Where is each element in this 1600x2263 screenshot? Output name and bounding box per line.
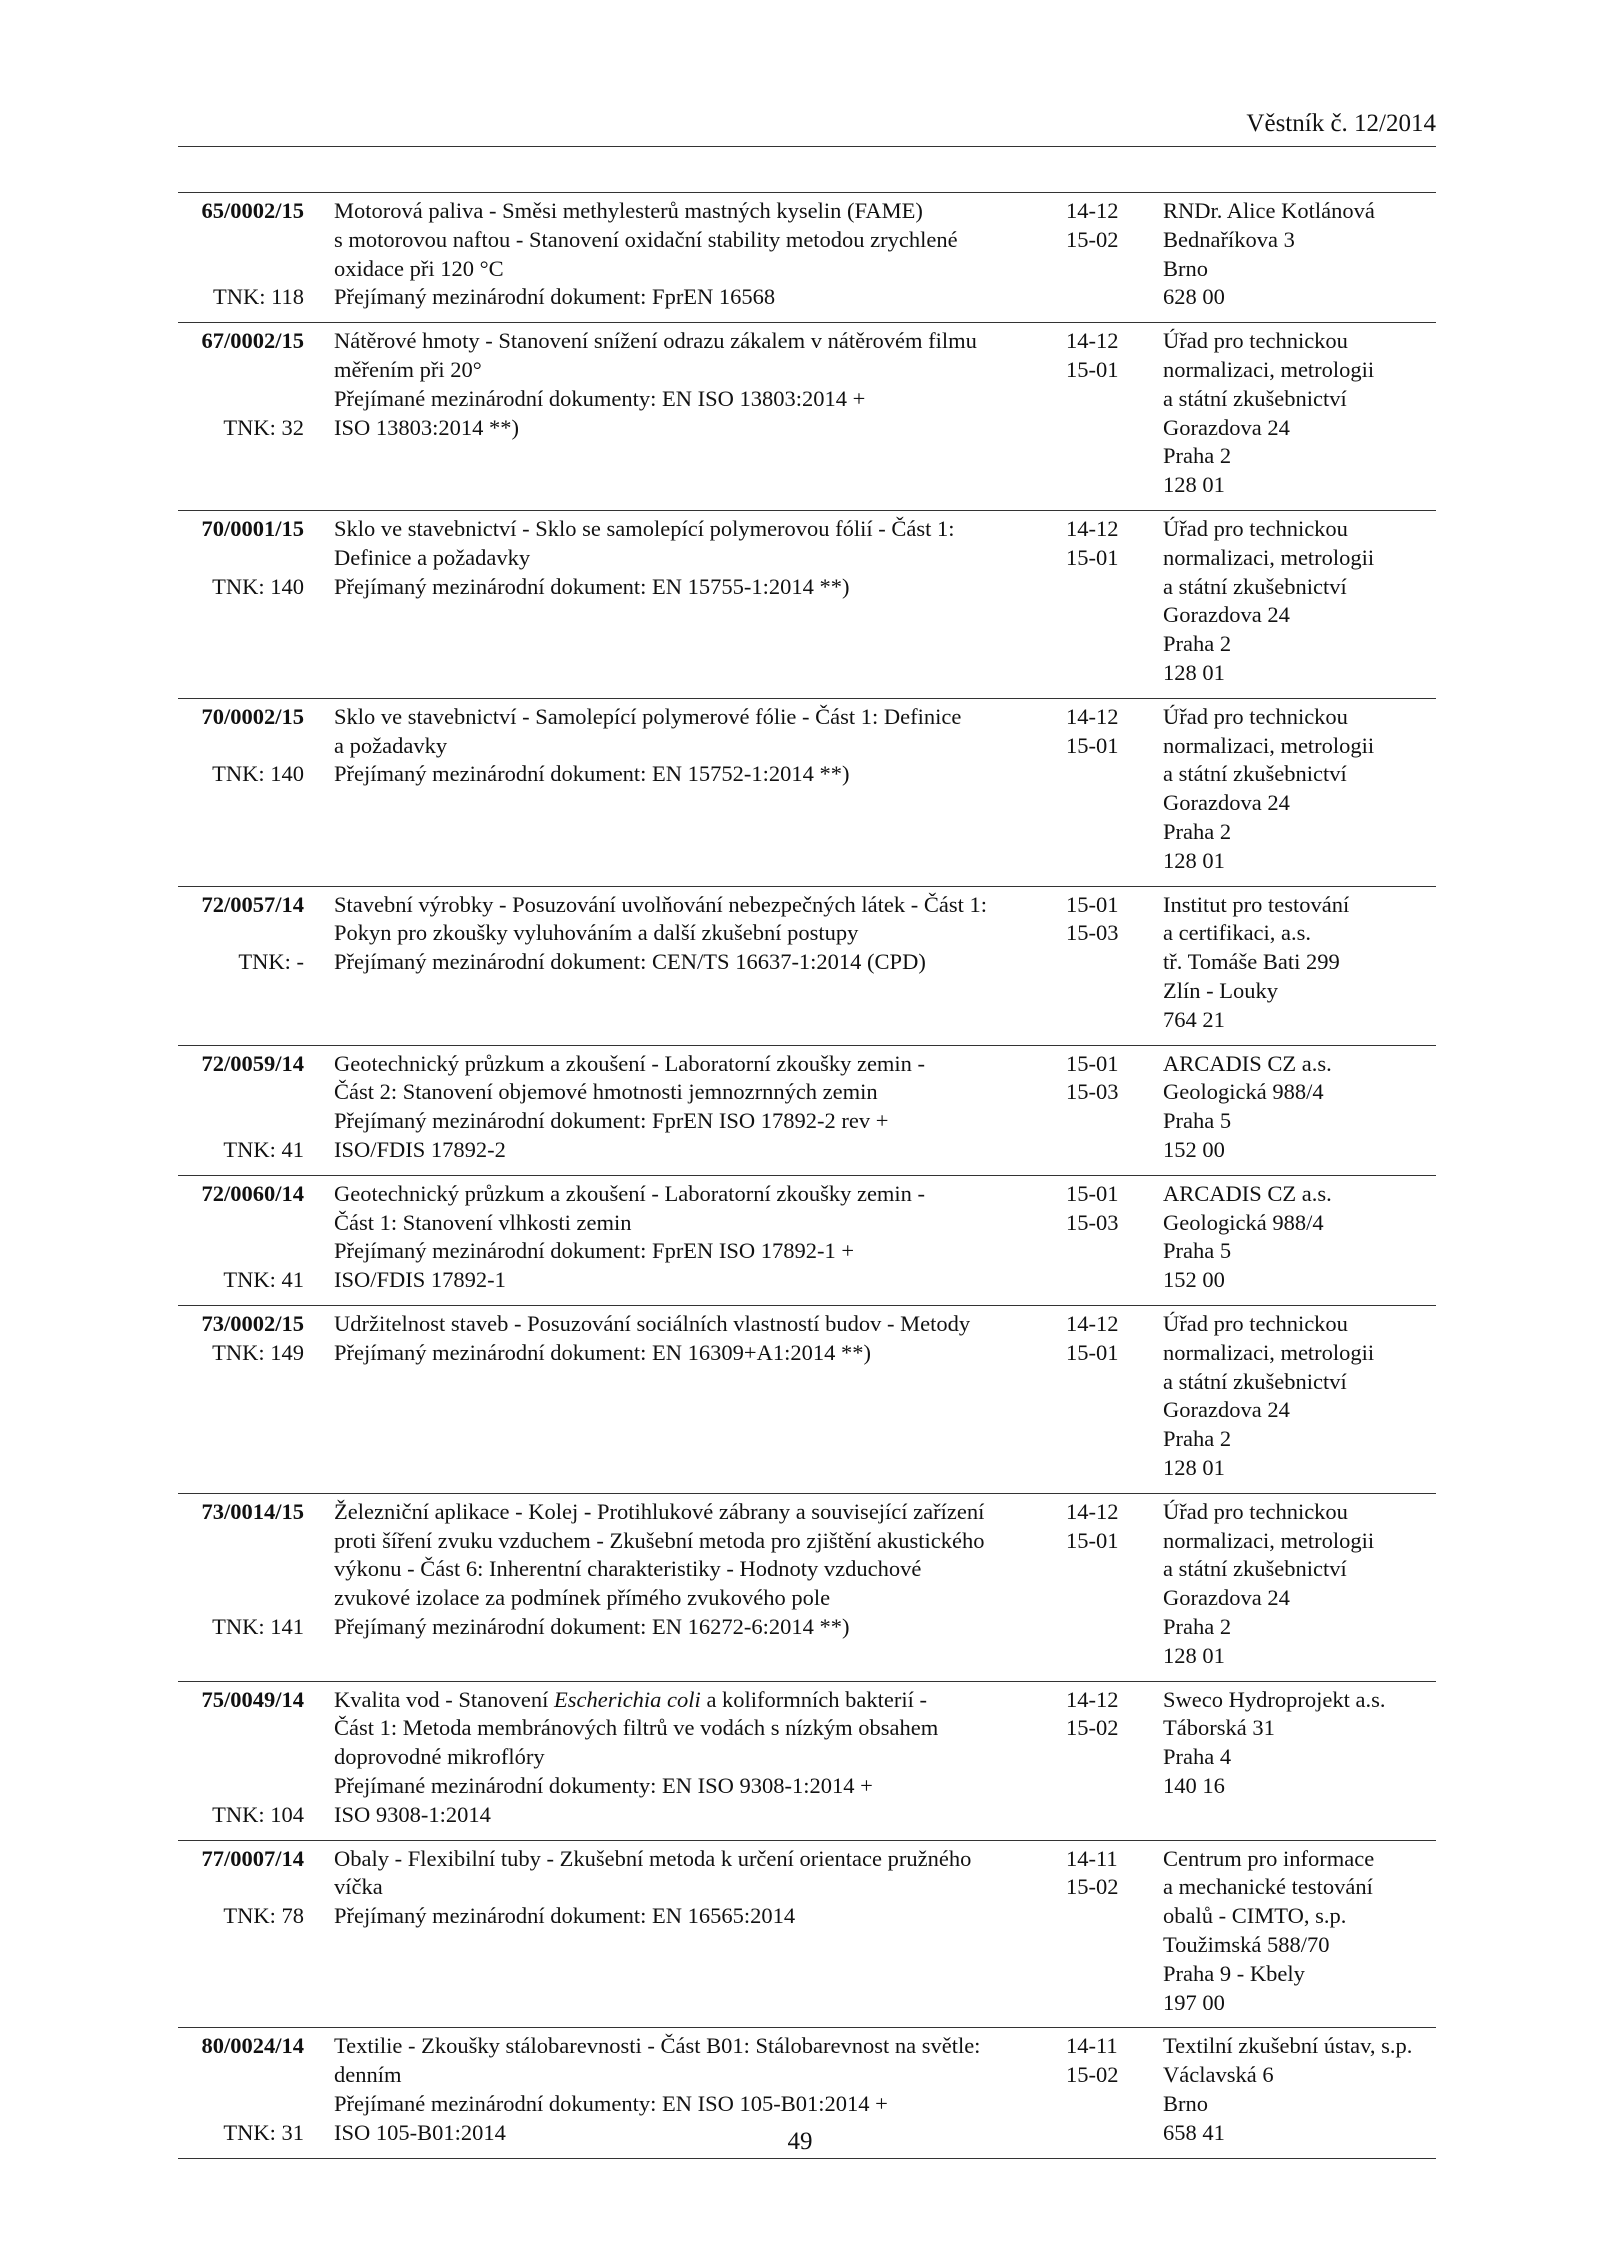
address-line: 128 01	[1163, 847, 1225, 873]
tnk-number: TNK: 31	[223, 2119, 304, 2145]
address-line: ARCADIS CZ a.s.	[1163, 1180, 1332, 1206]
address-line: Gorazdova 24	[1163, 414, 1290, 440]
description-line: Část 1: Metoda membránových filtrů ve vodách s nízkým obsahem	[334, 1715, 939, 1741]
description-line: Část 2: Stanovení objemové hmotnosti jemnozrnných zemin	[334, 1079, 878, 1105]
standard-description	[334, 1050, 1054, 1165]
standard-number: 80/0024/14	[201, 2033, 304, 2059]
end-date: 15-03	[1066, 920, 1119, 946]
address-line: Praha 2	[1163, 1613, 1232, 1639]
description-line: a požadavky	[334, 732, 448, 758]
description-line: oxidace při 120 °C	[334, 255, 504, 281]
standard-description	[334, 1498, 1054, 1642]
tnk-number: TNK: 141	[212, 1613, 304, 1639]
tnk-number: TNK: -	[238, 949, 304, 975]
description-line: Motorová paliva - Směsi methylesterů mastných kyselin (FAME)	[334, 198, 923, 223]
address-line: Praha 9 - Kbely	[1163, 1960, 1305, 1986]
tnk-number: TNK: 140	[212, 761, 304, 787]
standard-description	[334, 1686, 1054, 1830]
dates	[1066, 327, 1146, 385]
address-line: a státní zkušebnictví	[1163, 1556, 1347, 1582]
description-line: ISO 9308-1:2014	[334, 1801, 491, 1827]
tnk-number: TNK: 104	[212, 1801, 304, 1827]
address-line: Toužimská 588/70	[1163, 1931, 1330, 1957]
description-line: Sklo ve stavebnictví - Sklo se samolepící polymerovou fólií - Část 1:	[334, 515, 955, 541]
address-line: Institut pro testování	[1163, 891, 1350, 917]
start-date: 15-01	[1066, 1180, 1119, 1206]
address-line: RNDr. Alice Kotlánová	[1163, 198, 1375, 223]
description-line: Přejímané mezinárodní dokumenty: EN ISO 105-B01:2014 +	[334, 2090, 888, 2116]
standard-description	[334, 1310, 1054, 1368]
standards-table	[178, 192, 1436, 2159]
dates	[1066, 1180, 1146, 1238]
processor-address	[1163, 891, 1433, 1035]
description-line: Přejímaný mezinárodní dokument: EN 15755-1:2014 **)	[334, 573, 850, 599]
dates	[1066, 515, 1146, 573]
address-line: 152 00	[1163, 1267, 1225, 1293]
address-line: a certifikaci, a.s.	[1163, 920, 1312, 946]
table-row	[178, 1306, 1436, 1494]
description-line: výkonu - Část 6: Inherentní charakteristiky - Hodnoty vzduchové	[334, 1556, 922, 1582]
address-line: Václavská 6	[1163, 2062, 1274, 2088]
standard-description	[334, 515, 1054, 601]
species-name: Escherichia coli	[553, 1686, 701, 1712]
start-date: 14-12	[1066, 198, 1119, 223]
address-line: 628 00	[1163, 284, 1225, 310]
address-line: Gorazdova 24	[1163, 790, 1290, 816]
end-date: 15-01	[1066, 356, 1119, 382]
tnk-number: TNK: 41	[223, 1267, 304, 1293]
end-date: 15-02	[1066, 1874, 1119, 1900]
description-line: Obaly - Flexibilní tuby - Zkušební metoda k určení orientace pružného	[334, 1845, 972, 1871]
description-line: Nátěrové hmoty - Stanovení snížení odrazu zákalem v nátěrovém filmu	[334, 328, 977, 354]
address-line: Gorazdova 24	[1163, 1397, 1290, 1423]
address-line: Textilní zkušební ústav, s.p.	[1163, 2033, 1413, 2059]
dates	[1066, 1310, 1146, 1368]
address-line: Praha 2	[1163, 631, 1232, 657]
standard-description	[334, 197, 1054, 312]
address-line: 197 00	[1163, 1989, 1225, 2015]
address-line: 128 01	[1163, 472, 1225, 498]
standard-number: 73/0014/15	[201, 1498, 304, 1524]
start-date: 14-12	[1066, 1310, 1119, 1336]
description-line: Železniční aplikace - Kolej - Protihlukové zábrany a související zařízení	[334, 1498, 985, 1524]
end-date: 15-02	[1066, 1715, 1119, 1741]
address-line: 140 16	[1163, 1772, 1225, 1798]
page-number: 49	[787, 2128, 813, 2155]
standard-number: 67/0002/15	[201, 328, 304, 354]
processor-address	[1163, 1498, 1433, 1671]
address-line: 658 41	[1163, 2119, 1225, 2145]
description-line: Definice a požadavky	[334, 544, 531, 570]
description-line: zvukové izolace za podmínek přímého zvukového pole	[334, 1585, 831, 1611]
address-line: Praha 2	[1163, 1426, 1232, 1452]
tnk-number: TNK: 140	[212, 573, 304, 599]
address-line: Úřad pro technickou	[1163, 703, 1348, 729]
end-date: 15-01	[1066, 544, 1119, 570]
journal-title: Věstník č. 12/2014	[1246, 110, 1436, 137]
address-line: normalizaci, metrologii	[1163, 732, 1375, 758]
address-line: Geologická 988/4	[1163, 1079, 1324, 1105]
address-line: Gorazdova 24	[1163, 602, 1290, 628]
start-date: 15-01	[1066, 1050, 1119, 1076]
tnk-number: TNK: 78	[223, 1903, 304, 1929]
address-line: Geologická 988/4	[1163, 1209, 1324, 1235]
start-date: 14-11	[1066, 2033, 1118, 2059]
address-line: a státní zkušebnictví	[1163, 573, 1347, 599]
standard-description	[334, 1180, 1054, 1295]
description-line: doprovodné mikroflóry	[334, 1744, 545, 1770]
processor-address	[1163, 1845, 1433, 2018]
page-header	[178, 108, 1436, 147]
standard-number: 75/0049/14	[201, 1686, 304, 1712]
tnk-number: TNK: 32	[223, 414, 304, 440]
dates	[1066, 1050, 1146, 1108]
address-line: Praha 2	[1163, 818, 1232, 844]
standard-description	[334, 327, 1054, 442]
description-line: Přejímaný mezinárodní dokument: EN 16272-6:2014 **)	[334, 1613, 850, 1639]
processor-address	[1163, 327, 1433, 500]
start-date: 14-12	[1066, 703, 1119, 729]
address-line: ARCADIS CZ a.s.	[1163, 1050, 1332, 1076]
address-line: normalizaci, metrologii	[1163, 544, 1375, 570]
processor-address	[1163, 1310, 1433, 1483]
address-line: a státní zkušebnictví	[1163, 1368, 1347, 1394]
start-date: 14-12	[1066, 515, 1119, 541]
dates	[1066, 1686, 1146, 1744]
description-line: denním	[334, 2062, 402, 2088]
end-date: 15-01	[1066, 732, 1119, 758]
table-row	[178, 887, 1436, 1046]
description-text: Kvalita vod - Stanovení	[334, 1686, 554, 1712]
start-date: 14-11	[1066, 1845, 1118, 1871]
end-date: 15-02	[1066, 226, 1119, 252]
start-date: 14-12	[1066, 1498, 1119, 1524]
dates	[1066, 2032, 1146, 2090]
description-line: Geotechnický průzkum a zkoušení - Laboratorní zkoušky zemin -	[334, 1050, 926, 1076]
address-line: Úřad pro technickou	[1163, 1498, 1348, 1524]
end-date: 15-02	[1066, 2062, 1119, 2088]
standard-number: 73/0002/15	[201, 1310, 304, 1336]
address-line: a státní zkušebnictví	[1163, 385, 1347, 411]
description-line: proti šíření zvuku vzduchem - Zkušební metoda pro zjištění akustického	[334, 1527, 985, 1553]
address-line: 764 21	[1163, 1006, 1225, 1032]
address-line: Centrum pro informace	[1163, 1845, 1375, 1871]
table-row	[178, 1046, 1436, 1176]
address-line: Úřad pro technickou	[1163, 515, 1348, 541]
address-line: 152 00	[1163, 1136, 1225, 1162]
address-line: Táborská 31	[1163, 1715, 1275, 1741]
end-date: 15-03	[1066, 1209, 1119, 1235]
table-row	[178, 193, 1436, 323]
address-line: Praha 2	[1163, 443, 1232, 469]
address-line: normalizaci, metrologii	[1163, 356, 1375, 382]
description-line: Udržitelnost staveb - Posuzování sociálních vlastností budov - Metody	[334, 1310, 971, 1336]
description-line: Geotechnický průzkum a zkoušení - Laboratorní zkoušky zemin -	[334, 1180, 926, 1206]
address-line: Úřad pro technickou	[1163, 1310, 1348, 1336]
tnk-number: TNK: 149	[212, 1339, 304, 1365]
description-line: Přejímaný mezinárodní dokument: CEN/TS 16637-1:2014 (CPD)	[334, 949, 926, 975]
address-line: normalizaci, metrologii	[1163, 1527, 1375, 1553]
address-line: tř. Tomáše Bati 299	[1163, 949, 1340, 975]
address-line: Gorazdova 24	[1163, 1585, 1290, 1611]
standard-number: 77/0007/14	[201, 1845, 304, 1871]
description-line: Přejímaný mezinárodní dokument: FprEN ISO 17892-1 +	[334, 1238, 855, 1264]
description-line: Přejímané mezinárodní dokumenty: EN ISO 13803:2014 +	[334, 385, 866, 411]
description-line: s motorovou naftou - Stanovení oxidační stability metodou zrychlené	[334, 226, 958, 252]
table-row	[178, 1494, 1436, 1682]
start-date: 14-12	[1066, 1686, 1119, 1712]
standard-number: 65/0002/15	[201, 198, 304, 223]
dates	[1066, 891, 1146, 949]
address-line: obalů - CIMTO, s.p.	[1163, 1903, 1347, 1929]
address-line: a státní zkušebnictví	[1163, 761, 1347, 787]
description-line: ISO/FDIS 17892-2	[334, 1136, 506, 1162]
standard-number: 72/0059/14	[201, 1050, 304, 1076]
address-line: Praha 5	[1163, 1108, 1232, 1134]
description-line: ISO/FDIS 17892-1	[334, 1267, 506, 1293]
address-line: Sweco Hydroprojekt a.s.	[1163, 1686, 1386, 1712]
description-line: Stavební výrobky - Posuzování uvolňování nebezpečných látek - Část 1:	[334, 891, 987, 917]
description-line: víčka	[334, 1874, 383, 1900]
table-row	[178, 511, 1436, 699]
description-line: Přejímaný mezinárodní dokument: FprEN 16568	[334, 284, 776, 310]
start-date: 15-01	[1066, 891, 1119, 917]
table-row	[178, 323, 1436, 511]
dates	[1066, 1498, 1146, 1556]
processor-address	[1163, 197, 1433, 312]
description-text: a koliformních bakterií -	[700, 1686, 927, 1712]
processor-address	[1163, 1050, 1433, 1165]
table-row	[178, 1682, 1436, 1841]
description-line: Textilie - Zkoušky stálobarevnosti - Část B01: Stálobarevnost na světle:	[334, 2033, 981, 2059]
end-date: 15-01	[1066, 1339, 1119, 1365]
description-line: ISO 13803:2014 **)	[334, 414, 519, 440]
address-line: 128 01	[1163, 1642, 1225, 1668]
processor-address	[1163, 1686, 1433, 1801]
description-line	[334, 1686, 1054, 1715]
dates	[1066, 197, 1146, 255]
standard-description	[334, 891, 1054, 977]
address-line: Brno	[1163, 2090, 1208, 2116]
processor-address	[1163, 703, 1433, 876]
address-line: 128 01	[1163, 659, 1225, 685]
dates	[1066, 1845, 1146, 1903]
description-line: měřením při 20°	[334, 356, 482, 382]
description-line: Přejímaný mezinárodní dokument: EN 15752-1:2014 **)	[334, 761, 850, 787]
address-line: Úřad pro technickou	[1163, 328, 1348, 354]
start-date: 14-12	[1066, 328, 1119, 354]
end-date: 15-03	[1066, 1079, 1119, 1105]
address-line: normalizaci, metrologii	[1163, 1339, 1375, 1365]
address-line: a mechanické testování	[1163, 1874, 1373, 1900]
standard-description	[334, 1845, 1054, 1931]
description-line: Přejímané mezinárodní dokumenty: EN ISO 9308-1:2014 +	[334, 1772, 873, 1798]
description-line: Pokyn pro zkoušky vyluhováním a další zkušební postupy	[334, 920, 859, 946]
standard-number: 70/0002/15	[201, 703, 304, 729]
processor-address	[1163, 1180, 1433, 1295]
standard-number: 72/0057/14	[201, 891, 304, 917]
address-line: Praha 5	[1163, 1238, 1232, 1264]
tnk-number: TNK: 41	[223, 1136, 304, 1162]
standard-description	[334, 703, 1054, 789]
description-line: Část 1: Stanovení vlhkosti zemin	[334, 1209, 632, 1235]
address-line: Praha 4	[1163, 1744, 1232, 1770]
address-line: Brno	[1163, 255, 1208, 281]
tnk-number: TNK: 118	[212, 284, 304, 310]
table-row	[178, 699, 1436, 887]
standard-number: 72/0060/14	[201, 1180, 304, 1206]
address-line: Bednaříkova 3	[1163, 226, 1295, 252]
table-row	[178, 1841, 1436, 2029]
description-line: ISO 105-B01:2014	[334, 2119, 506, 2145]
address-line: 128 01	[1163, 1454, 1225, 1480]
description-line: Sklo ve stavebnictví - Samolepící polymerové fólie - Část 1: Definice	[334, 703, 962, 729]
dates	[1066, 703, 1146, 761]
description-line: Přejímaný mezinárodní dokument: FprEN ISO 17892-2 rev +	[334, 1108, 889, 1134]
end-date: 15-01	[1066, 1527, 1119, 1553]
address-line: Zlín - Louky	[1163, 977, 1278, 1003]
table-row	[178, 1176, 1436, 1306]
processor-address	[1163, 515, 1433, 688]
description-line: Přejímaný mezinárodní dokument: EN 16309+A1:2014 **)	[334, 1339, 871, 1365]
description-line: Přejímaný mezinárodní dokument: EN 16565:2014	[334, 1903, 796, 1929]
standard-number: 70/0001/15	[201, 515, 304, 541]
